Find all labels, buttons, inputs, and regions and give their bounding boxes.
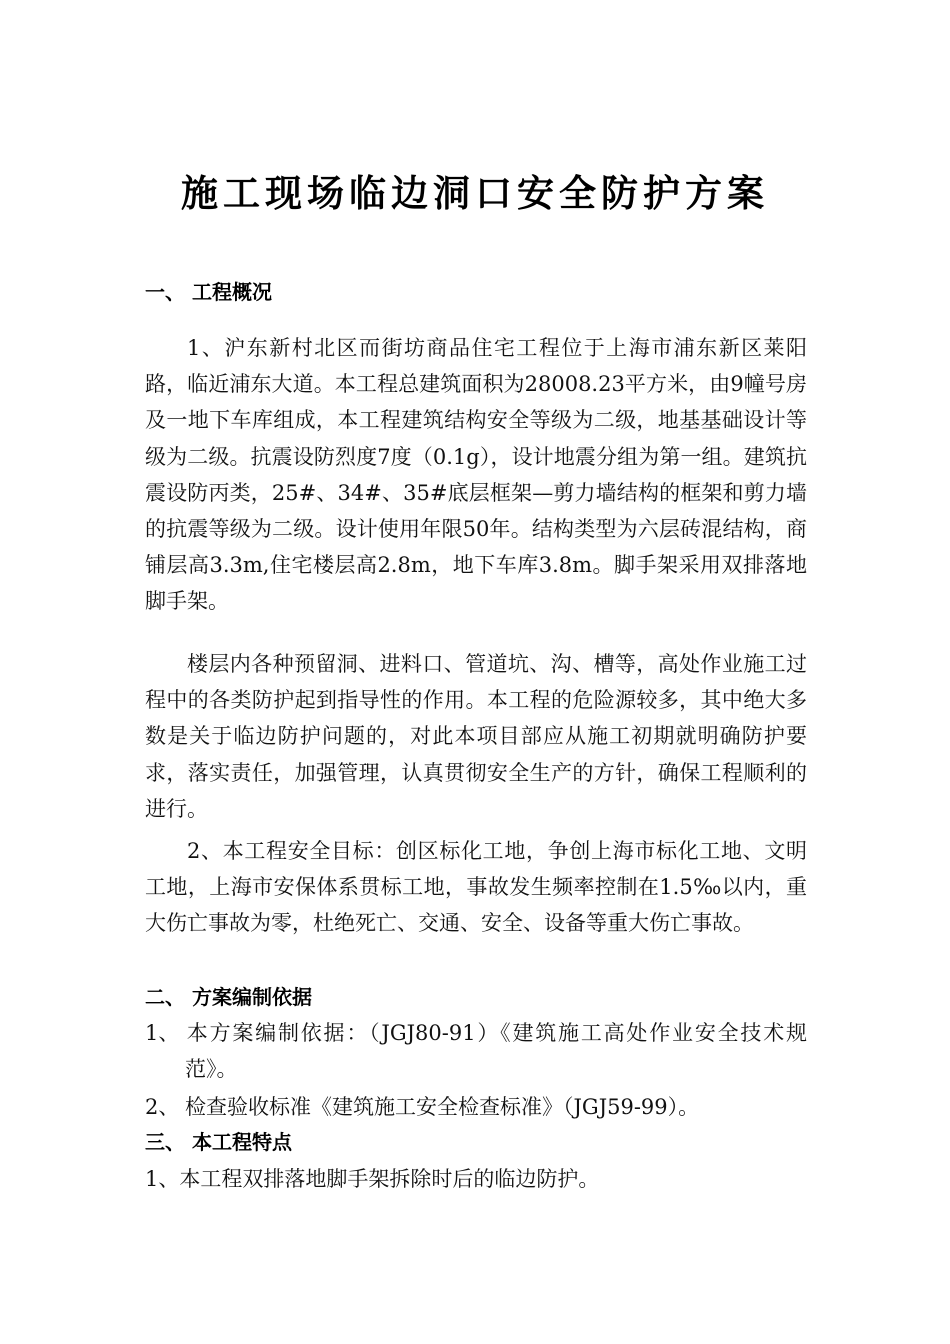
section-heading-features: 三、 本工程特点 (145, 1130, 292, 1154)
paragraph-project-overview: 1、沪东新村北区而街坊商品住宅工程位于上海市浦东新区莱阳路，临近浦东大道。本工程总建筑面积为28008.23平方米，由9幢号房及一地下车库组成，本工程建筑结构安全等级为二级，地基基础设计等级为二级。抗震设防烈度7度（0.1g），设计地震分组为第一组。建筑抗震设防丙类，25#、34#、35#底层框架—剪力墙结构的框架和剪力墙的抗震等级为二级。设计使用年限50年。结构类型为六层砖混结构，商铺层高3.3m,住宅楼层高2.8m，地下车库3.8m。脚手架采用双排落地脚手架。 (145, 336, 807, 614)
section-heading-basis: 二、 方案编制依据 (145, 985, 312, 1009)
list-item-text: 检查验收标准《建筑施工安全检查标准》（JGJ59-99）。 (185, 1095, 700, 1119)
list-item-text: 本方案编制依据：（JGJ80-91）《建筑施工高处作业安全技术规范》。 (185, 1021, 807, 1082)
list-item-number: 2、 (145, 1095, 180, 1119)
section-heading-overview: 一、 工程概况 (145, 280, 272, 304)
paragraph-safety-target: 2、本工程安全目标：创区标化工地，争创上海市标化工地、文明工地，上海市安保体系贯标工地，事故发生频率控制在1.5‰以内，重大伤亡事故为零，杜绝死亡、交通、安全、设备等重大伤亡事故。 (145, 839, 807, 936)
list-item-number: 1、 (145, 1021, 180, 1045)
paragraph-hazard-protection: 楼层内各种预留洞、进料口、管道坑、沟、槽等，高处作业施工过程中的各类防护起到指导性的作用。本工程的危险源较多，其中绝大多数是关于临边防护问题的，对此本项目部应从施工初期就明确防护要求，落实责任，加强管理，认真贯彻安全生产的方针，确保工程顺利的进行。 (145, 652, 807, 821)
list-item-basis-2 (145, 1089, 807, 1125)
document-title: 施工现场临边洞口安全防护方案 (181, 172, 769, 215)
list-item-basis-1 (145, 1015, 807, 1087)
list-item-feature-1: 1、本工程双排落地脚手架拆除时后的临边防护。 (145, 1167, 600, 1191)
